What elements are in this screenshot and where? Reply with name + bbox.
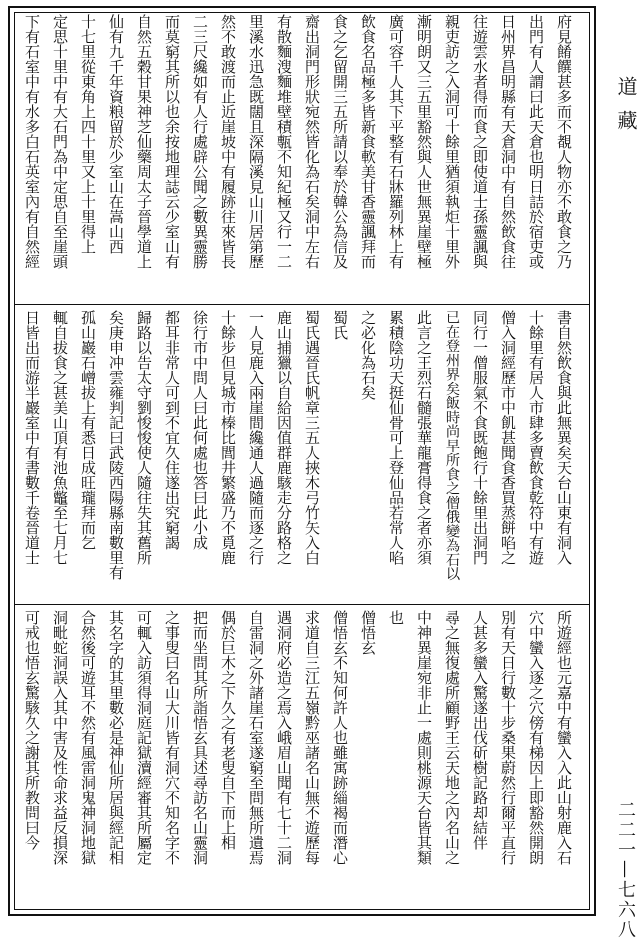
- text-column: 可戒也悟玄驚駭久之謝其所教問曰今: [23, 610, 41, 850]
- register-divider-1: [14, 304, 590, 305]
- text-column: 親吏訪之入洞可十餘里猶須執炬十里外: [443, 14, 461, 269]
- text-column: 出門有人謂曰此天倉也明日詰於宿吏或: [527, 14, 545, 269]
- text-column: 定思十里中有大石門為中定思自至崖頭: [51, 14, 69, 269]
- text-column: 蜀氏: [331, 310, 349, 340]
- text-column: 其名字的其里數必是神仙所居與經記相: [107, 610, 125, 865]
- text-column: 孤山巖石嶒拔上有悉日成旺瓏拜而乞: [79, 310, 97, 550]
- text-column: 府見餚饌甚多而不覩人物亦不敢食之乃: [555, 14, 573, 269]
- text-column: 下有石室中有水多白石英室內有自然經: [23, 14, 41, 269]
- text-column: 日皆出而游半巖室中有書數千卷晉道士: [23, 310, 41, 565]
- text-column: 偶於巨木之下久之有老叟自下而上相: [219, 610, 237, 850]
- text-column: 往遊雲水者得而食之即使道士孫靈諷與: [471, 14, 489, 269]
- text-column: 十餘里有居人市肆多賣飲食乾符中有遊: [527, 310, 545, 565]
- text-column: 尋之無復處所顧野王云天地之內名山之: [443, 610, 461, 865]
- text-column: 蜀氏遇晉氏帆章三五人挾木弓竹矢入白: [303, 310, 321, 565]
- text-column: 中神異崖宛非止一處則桃源天台皆其類: [415, 610, 433, 865]
- text-column: 廣可容千人其下平整有石牀羅列林上有: [387, 14, 405, 269]
- text-column: 飲食名品極多皆新食軟美甘香靈諷拜而: [359, 14, 377, 269]
- text-column: 遇洞府必造之焉入峨眉山聞有七十二洞: [275, 610, 293, 865]
- text-column: 累積陰功天挺仙骨可上登仙品若常人啗: [387, 310, 405, 565]
- text-column: 合然後可遊耳不然有風雷洞鬼神洞地獄: [79, 610, 97, 865]
- text-column: 已在登州界矣飯時尚早所食之僧俄變為石以: [444, 310, 460, 581]
- text-column: 穴中蠻入逐之穴傍有梯因上即豁然開朗: [527, 610, 545, 865]
- text-column: 僧悟玄: [359, 610, 377, 655]
- text-column: 矣庚申冲雲雍判記曰武陵西陽縣南數里有: [107, 310, 125, 580]
- text-column: 之必化為石矣: [359, 310, 377, 400]
- text-column: 書自然飲食與此無異矣天台山東有洞入: [555, 310, 573, 565]
- text-column: 鹿山捕獵以自給因值群鹿駭走分路格之: [275, 310, 293, 565]
- text-column: 僧悟玄不知何許人也雖寓跡緇褐而潛心: [331, 610, 349, 865]
- text-column: 日州界昌明縣有天倉洞中有自然飲食往: [499, 14, 517, 269]
- text-column: 自然五穀甘果神芝仙藥周太子晉學道上: [135, 14, 153, 269]
- text-column: 十七里從東角上四十里又上十里得上: [79, 14, 97, 254]
- text-column: 歸路以告太守劉悛悛使人隨往失其舊所: [135, 310, 153, 565]
- text-column: 人甚多蠻入驚遂出伐斫樹記路却結伴: [471, 610, 489, 850]
- text-column: 之事叟曰名山大川皆有洞穴不知名字不: [163, 610, 181, 865]
- text-column: 可輒入訪須得洞庭記獄瀆經審其所屬定: [135, 610, 153, 865]
- text-column: 洞毗蛇洞誤入其中害及性命求益反損深: [51, 610, 69, 865]
- text-column: 求道自三江五嶺黔巫諸名山無不遊歷每: [303, 610, 321, 865]
- text-column: 里溪水迅急既闊且深隔溪見山川居第歷: [247, 14, 265, 269]
- text-column: 徐行市中問人曰此何處也答曰此小成: [191, 310, 209, 550]
- text-column: 一人見鹿入兩崖間纔通人過隨而逐之行: [247, 310, 265, 565]
- text-column: 食之乞留開三五所請以奉於韓公為信及: [331, 14, 349, 269]
- text-column: 同行一僧服氣不食既飽行十餘里出洞門: [471, 310, 489, 565]
- text-column: 然不敢渡而止近崖坡中有履跡往來皆長: [219, 14, 237, 269]
- text-column: 僧入洞經歷市中飢甚聞食香買蒸餅啗之: [499, 310, 517, 565]
- register-divider-2: [14, 604, 590, 605]
- text-column: 而莫窮其所以也余按地理誌云少室山有: [163, 14, 181, 269]
- text-column: 漸明朗又三五里豁然與人世無異崖壁極: [415, 14, 433, 269]
- text-column: 都耳非常人可到不宜久住遂出究窮謁: [163, 310, 181, 550]
- text-column: 仙有九千年資粮留於少室山在嵩山西: [107, 14, 125, 254]
- text-column: 二三尺纔如有人行處辟公聞之數異靈勝: [191, 14, 209, 269]
- folio-number: 二二一—七六八: [615, 800, 636, 940]
- text-column: 自雷洞之外諸崖石室遂窮至問無所遺焉: [247, 610, 265, 865]
- text-column: 別有天日行數十步桑果蔚然行爾平直行: [499, 610, 517, 865]
- text-column: 此言之王烈石髓張華龍膏得食之者亦須: [415, 310, 433, 565]
- text-column: 所遊經也元嘉中有蠻入入此山射鹿入石: [555, 610, 573, 865]
- text-column: 齋出洞門形狀宛然皆化為石矣洞中左右: [303, 14, 321, 269]
- text-column: 十餘步但見城市榛比閭井繁盛乃不覓鹿: [219, 310, 237, 565]
- text-column: 也: [387, 610, 405, 625]
- collection-title: 道藏: [614, 76, 638, 144]
- text-column: 輒自拔食之甚美山頂有池魚鼈至七月七: [51, 310, 69, 565]
- text-column: 有散麵溲麵堆壁積甎不知紀極又行一二: [275, 14, 293, 269]
- text-column: 把而坐問其所詣悟玄具述尋訪名山靈洞: [191, 610, 209, 865]
